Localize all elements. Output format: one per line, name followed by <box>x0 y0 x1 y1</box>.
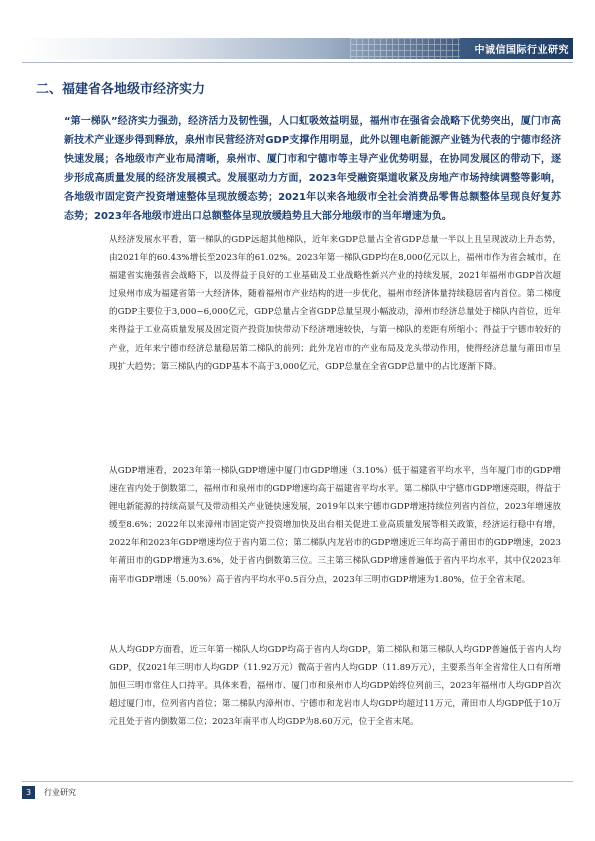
summary-paragraph: “第一梯队”经济实力强劲，经济活力及韧性强，人口虹吸效益明显，福州市在强省会战略下优势突出，厦门市高新技术产业逐步得到释放，泉州市民营经济对GDP支撑作用明显，此外以锂电新能源产业链为代表的宁德市经济快速发展；各地级市产业布局清晰，泉州市、厦门市和宁德市等主导产业优势明显，在协同发展区的带动下，逐步形成高质量发展的经济发展模式。发展驱动力方面，2023年受融资渠道收紧及房地产市场持续调整等影响，各地级市固定资产投资增速整体呈现放缓态势；2021年以来各地级市全社会消费品零售总额整体呈现良好复苏态势；2023年各地级市进出口总额整体呈现放缓趋势且大部分地级市的当年增速为负。 <box>64 116 561 222</box>
body-paragraph-gdp-growth: 从GDP增速看，2023年第一梯队GDP增速中厦门市GDP增速（3.10%）低于福建省平均水平，当年厦门市的GDP增速在省内处于倒数第二，福州市和泉州市的GDP增速均高于福建省平均水平。第二梯队中宁德市GDP增速亮眼，得益于锂电新能源的持续高景气及带动相关产业链快速发展，2019年以来宁德市GDP增速持续位列省内首位，2023年增速放缓至8.6%；2022年以来漳州市固定资产投资增加快及出台相关促进工业高质量发展等相关政策，经济运行稳中有增，2022年和2023年GDP增速均位于省内第二位；第二梯队内龙岩市的GDP增速近三年均高于莆田市的GDP增速，2023年莆田市的GDP增速为3.6%，处于省内倒数第三位。三主第三梯队GDP增速普遍低于省内平均水平，其中仅2023年南平市GDP增速（5.00%）高于省内平均水平0.5百分点，2023年三明市GDP增速为1.80%，位于全省末尾。 <box>109 466 561 585</box>
body-paragraph-gdp-level: 从经济发展水平看，第一梯队的GDP远超其他梯队，近年来GDP总量占全省GDP总量一半以上且呈现波动上升态势，由2021年的60.43%增长至2023年的61.02%。2023年第一梯队GDP均在8,000亿元以上，福州市作为省会城市，在福建省实施强省会战略下，以及得益于良好的工业基础及工业战略性新兴产业的持续发展，2021年福州市GDP首次超过泉州市成为福建省第一大经济体，随着福州市产业结构的进一步优化，福州市经济体量持续稳居省内首位。第二梯度的GDP主要位于3,000~6,000亿元，GDP总量占全省GDP总量呈现小幅波动，漳州市经济总量处于梯队内首位，近年来得益于工业高质量发展及固定资产投资加快带动下经济增速较快，与第一梯队的差距有所缩小；得益于宁德市较好的产业，近年来宁德市经济总量稳居第二梯队的前列；此外龙岩市的产业布局及龙头带动作用，使得经济总量与莆田市呈现扩大趋势；第三梯队内的GDP基本不高于3,000亿元，GDP总量在全省GDP总量中的占比逐渐下降。 <box>109 235 561 372</box>
footer-divider <box>22 781 573 782</box>
header-pattern <box>350 38 460 59</box>
footer-label: 行业研究 <box>44 788 76 797</box>
page-number: 3 <box>22 786 35 799</box>
header-title: 中诚信国际行业研究 <box>474 45 569 56</box>
header-divider <box>22 62 573 63</box>
body-paragraph-gdp-per-capita: 从人均GDP方面看，近三年第一梯队人均GDP均高于省内人均GDP，第二梯队和第三梯队人均GDP普遍低于省内人均GDP，仅2021年三明市人均GDP（11.92万元）微高于省内人均GDP（11.89万元），主要系当年全省常住人口有所增加但三明市常住人口持平。具体来看，福州市、厦门市和泉州市人均GDP始终位列前三，2023年福州市人均GDP首次超过厦门市，位列省内首位；第二梯队内漳州市、宁德市和龙岩市人均GDP均超过11万元，莆田市人均GDP低于10万元且处于省内倒数第二位；2023年南平市人均GDP为8.60万元，位于全省末尾。 <box>109 645 561 728</box>
section-title: 二、福建省各地级市经济实力 <box>36 82 206 97</box>
